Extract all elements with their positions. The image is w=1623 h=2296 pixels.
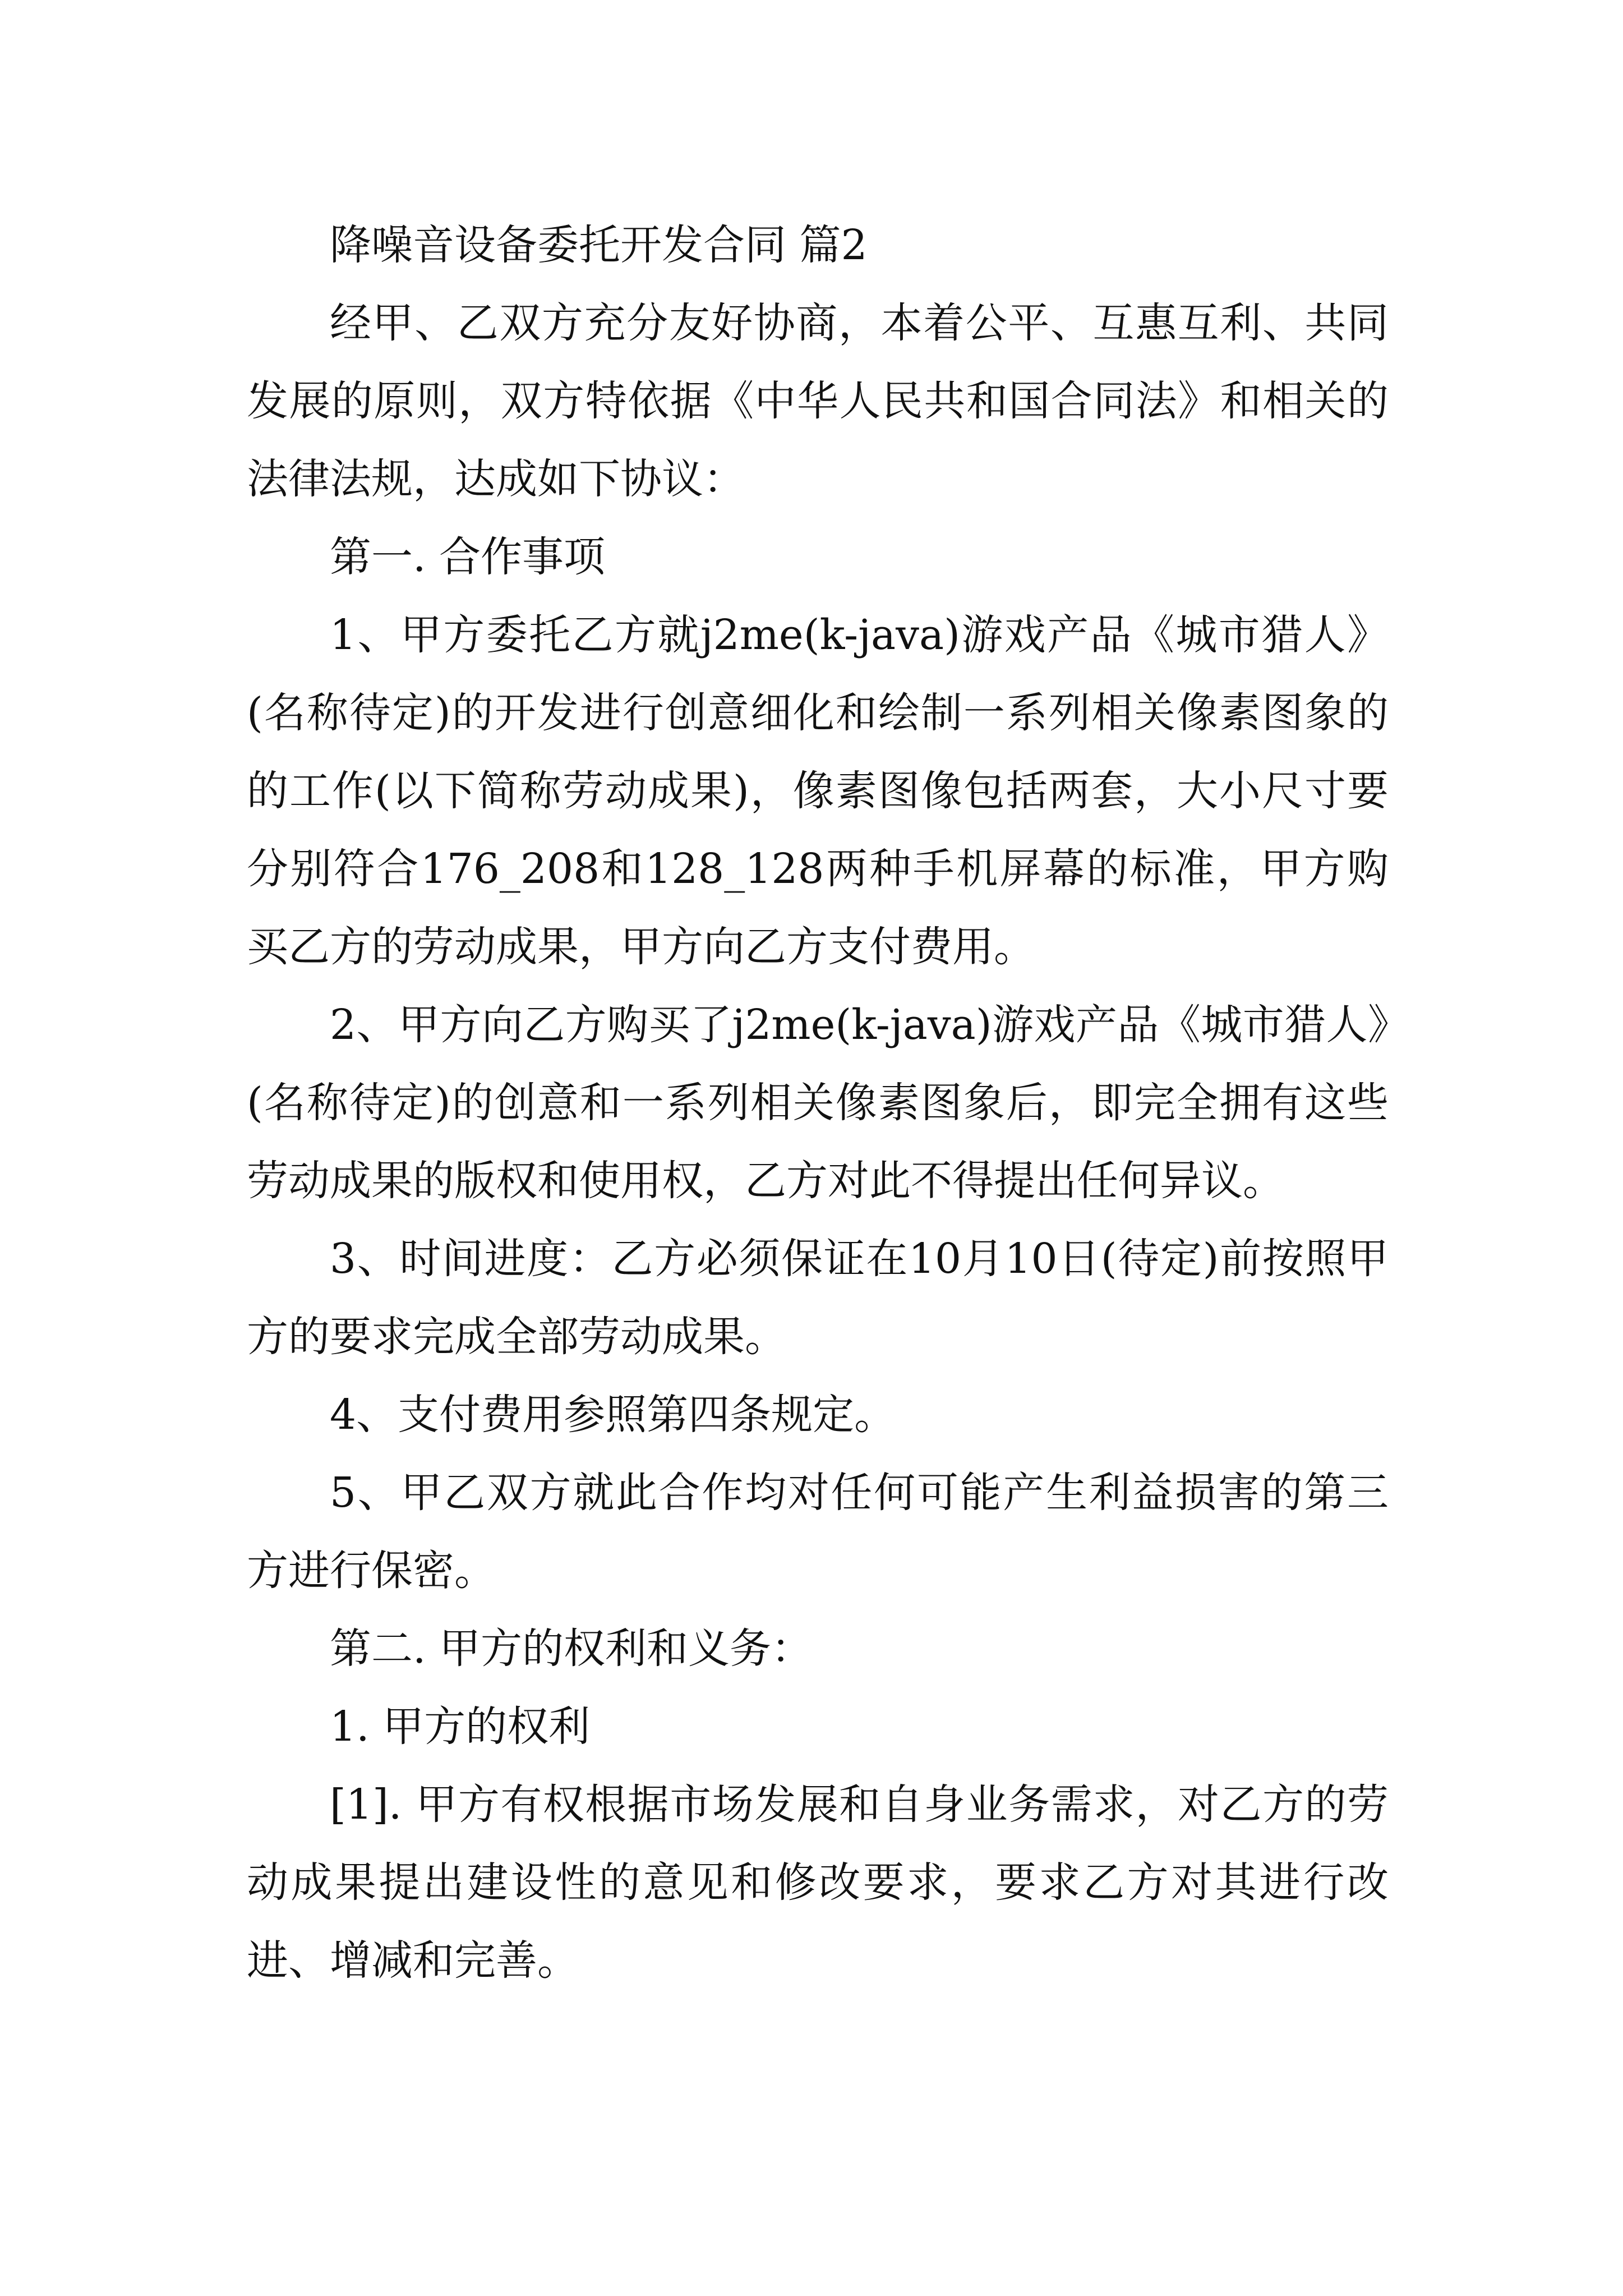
document-title: 降噪音设备委托开发合同 篇2	[330, 221, 868, 269]
clause-1-5: 5、甲乙双方就此合作均对任何可能产生利益损害的第三方进行保密。	[247, 1469, 1389, 1595]
document-body	[247, 206, 1389, 2000]
section-1-heading: 第一. 合作事项	[330, 533, 606, 581]
section-2-heading: 第二. 甲方的权利和义务：	[330, 1625, 813, 1673]
subsection-2-1-heading: 1. 甲方的权利	[330, 1703, 591, 1751]
clause-1-2: 2、甲方向乙方购买了j2me(k-java)游戏产品《城市猎人》(名称待定)的创意和一系列相关像素图象后，即完全拥有这些劳动成果的版权和使用权，乙方对此不得提出任何异议。	[247, 1001, 1389, 1205]
clause-1-3: 3、时间进度：乙方必须保证在10月10日(待定)前按照甲方的要求完成全部劳动成果。	[247, 1235, 1389, 1361]
clause-1-4: 4、支付费用参照第四条规定。	[330, 1391, 896, 1439]
preamble-paragraph: 经甲、乙双方充分友好协商，本着公平、互惠互利、共同发展的原则，双方特依据《中华人民共和国合同法》和相关的法律法规，达成如下协议：	[247, 299, 1389, 503]
clause-2-1-1: [1]. 甲方有权根据市场发展和自身业务需求，对乙方的劳动成果提出建设性的意见和修改要求，要求乙方对其进行改进、增减和完善。	[247, 1780, 1389, 1985]
clause-1-1: 1、甲方委托乙方就j2me(k-java)游戏产品《城市猎人》(名称待定)的开发进行创意细化和绘制一系列相关像素图象的的工作(以下简称劳动成果)，像素图像包括两套，大小尺寸要分别符合176_208和128_128两种手机屏幕的标准，甲方购买乙方的劳动成果，甲方向乙方支付费用。	[247, 611, 1389, 971]
